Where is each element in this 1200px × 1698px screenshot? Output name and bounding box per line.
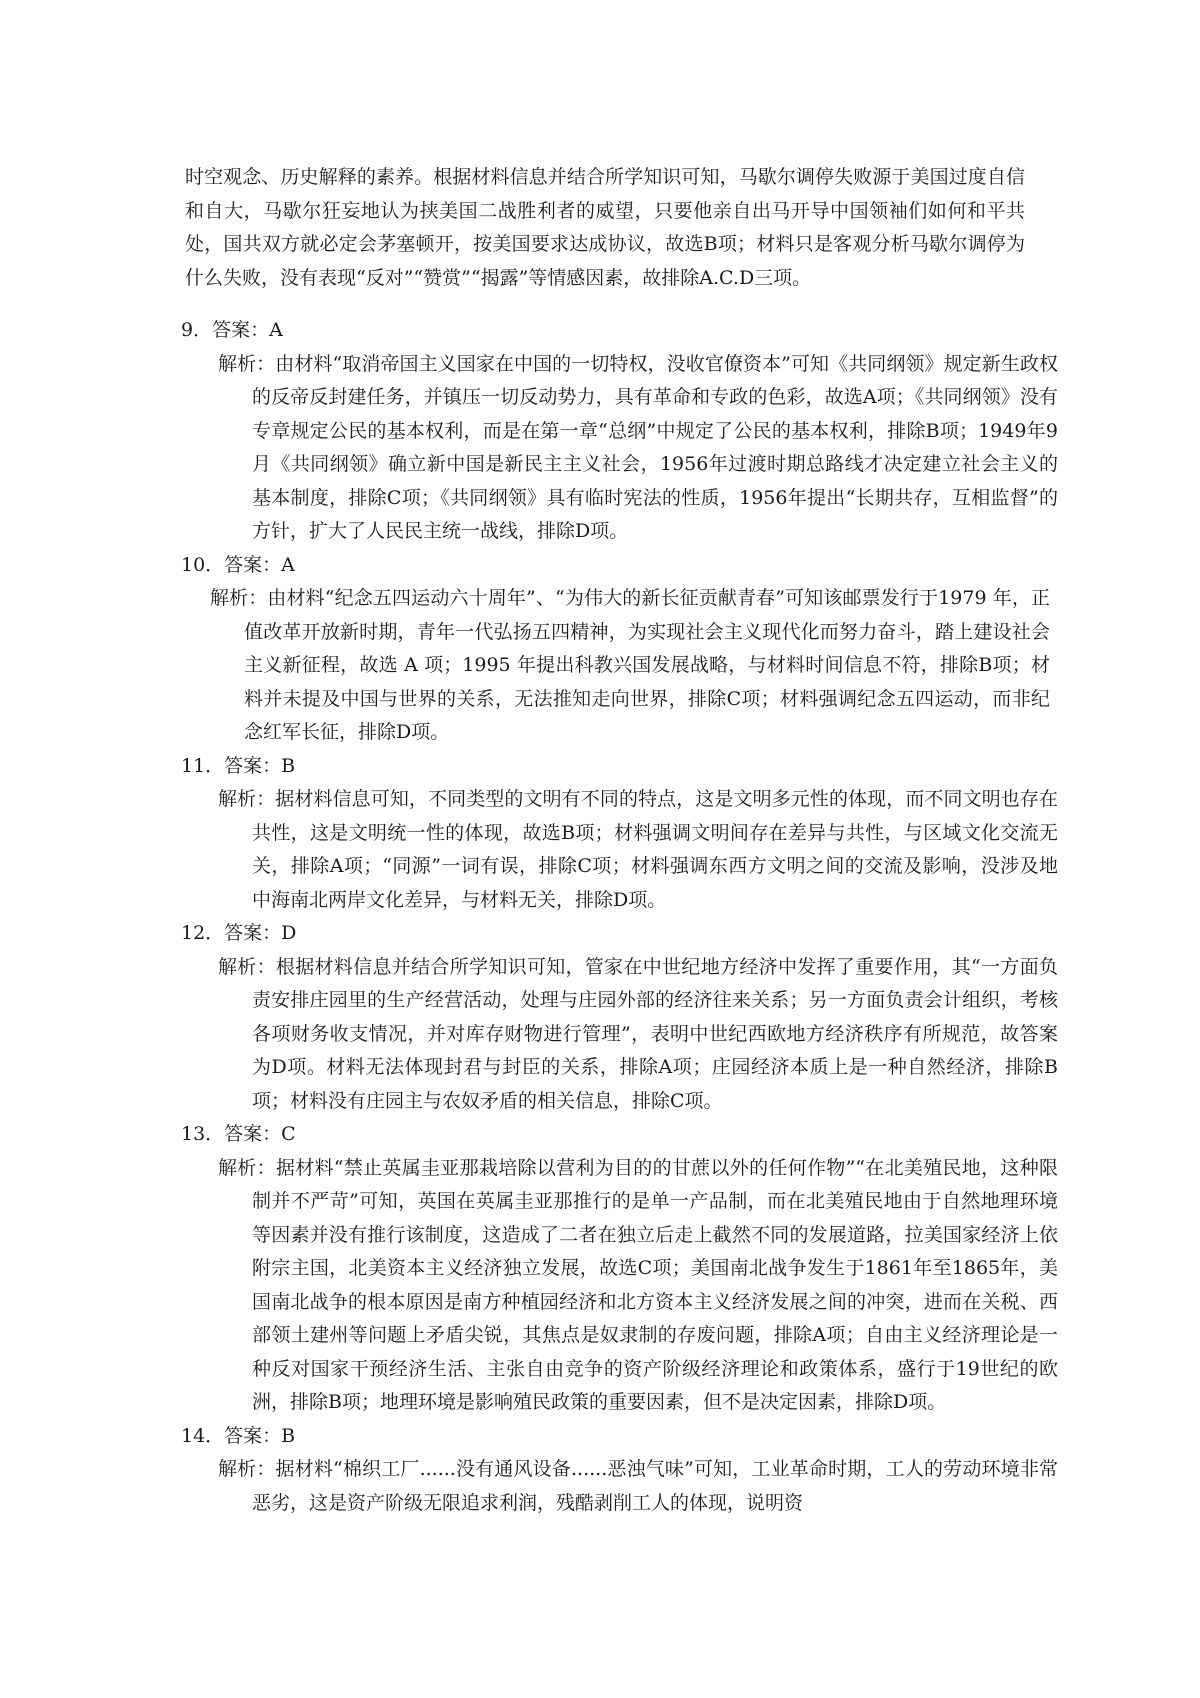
question-11 (0, 750, 1200, 918)
answer-key-content (0, 142, 1200, 1520)
question-10 (0, 549, 1200, 750)
answer-line: 13．答案：C (181, 1123, 296, 1145)
question-13 (0, 1118, 1200, 1420)
answer-line: 9．答案：A (181, 319, 283, 341)
answer-line: 11．答案：B (181, 754, 296, 777)
explanation-paragraph: 解析：由材料“纪念五四运动六十周年”、“为伟大的新长征贡献青春”可知该邮票发行于1979 年，正值改革开放新时期，青年一代弘扬五四精神，为实现社会主义现代化而努力奋斗，踏上建设社会主义新征程，故选 A 项；1995 年提出科教兴国发展战略，与材料时间信息不符，排除B项；材料并未提及中国与世界的关系，无法推知走向世界，排除C项；材料强调纪念五四运动，而非纪念红军长征，排除D项。 (210, 587, 1050, 743)
answer-line: 12．答案：D (181, 922, 297, 944)
answer-line: 10．答案：A (181, 553, 295, 576)
question-12 (0, 917, 1200, 1118)
explanation-paragraph: 解析：据材料“棉织工厂......没有通风设备......恶浊气味”可知，工业革命时期，工人的劳动环境非常恶劣，这是资产阶级无限追求利润，残酷剥削工人的体现，说明资 (218, 1458, 1058, 1514)
answer-line: 14．答案：B (181, 1424, 296, 1447)
explanation-paragraph: 解析：据材料信息可知，不同类型的文明有不同的特点，这是文明多元性的体现，而不同文明也存在共性，这是文明统一性的体现，故选B项；材料强调文明间存在差异与共性，与区域文化交流无关，排除A项；“同源”一词有误，排除C项；材料强调东西方文明之间的交流及影响，没涉及地中海南北两岸文化差异，与材料无关，排除D项。 (218, 788, 1058, 911)
explanation-paragraph: 解析：由材料“取消帝国主义国家在中国的一切特权，没收官僚资本”可知《共同纲领》规定新生政权的反帝反封建任务，并镇压一切反动势力，具有革命和专政的色彩，故选A项；《共同纲领》没有专章规定公民的基本权利，而是在第一章“总纲”中规定了公民的基本权利，排除B项；1949年9月《共同纲领》确立新中国是新民主主义社会，1956年过渡时期总路线才决定建立社会主义的基本制度，排除C项；《共同纲领》具有临时宪法的性质，1956年提出“长期共存，互相监督”的方针，扩大了人民民主统一战线，排除D项。 (218, 352, 1058, 542)
explanation-paragraph: 解析：根据材料信息并结合所学知识可知，管家在中世纪地方经济中发挥了重要作用，其“一方面负责安排庄园里的生产经营活动，处理与庄园外部的经济往来关系；另一方面负责会计组织，考核各项财务收支情况，并对库存财物进行管理”，表明中世纪西欧地方经济秩序有所规范，故答案为D项。材料无法体现封君与封臣的关系，排除A项；庄园经济本质上是一种自然经济，排除B项；材料没有庄园主与农奴矛盾的相关信息，排除C项。 (218, 955, 1058, 1112)
question-9 (0, 314, 1200, 549)
question-14 (0, 1420, 1200, 1521)
previous-explanation-continuation: 时空观念、历史解释的素养。根据材料信息并结合所学知识可知，马歇尔调停失败源于美国过度自信和自大，马歇尔狂妄地认为挟美国二战胜利者的威望，只要他亲自出马开导中国领袖们如何和平共处，国共双方就必定会茅塞顿开，按美国要求达成协议，故选B项；材料只是客观分析马歇尔调停为什么失败，没有表现“反对”“赞赏”“揭露”等情感因素，故排除A.C.D三项。 (185, 166, 1025, 289)
explanation-paragraph: 解析：据材料“禁止英属圭亚那栽培除以营利为目的的甘蔗以外的任何作物”“在北美殖民地，这种限制并不严苛”可知，英国在英属圭亚那推行的是单一产品制，而在北美殖民地由于自然地理环境等因素并没有推行该制度，这造成了二者在独立后走上截然不同的发展道路，拉美国家经济上依附宗主国，北美资本主义经济独立发展，故选C项；美国南北战争发生于1861年至1865年，美国南北战争的根本原因是南方种植园经济和北方资本主义经济发展之间的冲突，进而在关税、西部领土建州等问题上矛盾尖锐，其焦点是奴隶制的存废问题，排除A项；自由主义经济理论是一种反对国家干预经济生活、主张自由竞争的资产阶级经济理论和政策体系，盛行于19世纪的欧洲，排除B项；地理环境是影响殖民政策的重要因素，但不是决定因素，排除D项。 (218, 1156, 1058, 1413)
